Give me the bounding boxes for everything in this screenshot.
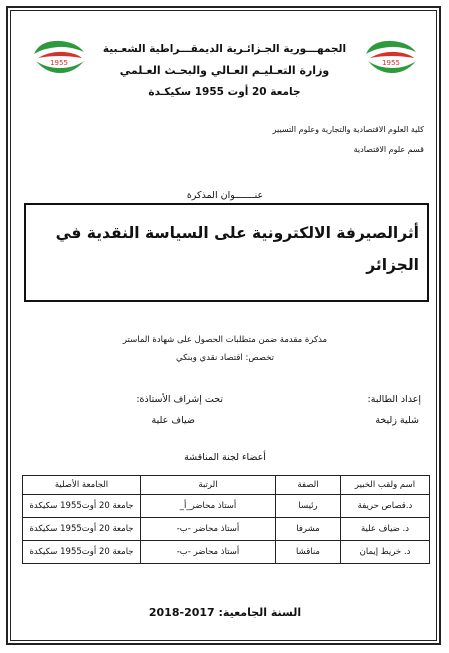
logo-left-year: 1955 xyxy=(50,59,68,67)
jury-header-name: اسم ولقب الخبير xyxy=(341,476,430,495)
university-header: جامعة 20 أوت 1955 سكيكـدة xyxy=(148,86,301,98)
jury-member-university: جامعة 20 أوت1955 سكيكدة xyxy=(23,541,141,564)
university-logo-right xyxy=(362,38,420,80)
jury-member-role: مناقشا xyxy=(276,541,341,564)
table-row xyxy=(23,518,430,541)
student-label: إعداد الطالبة: xyxy=(367,394,421,405)
jury-table xyxy=(22,475,430,564)
jury-member-name: د.قصاص حريفة xyxy=(341,495,430,518)
faculty-name: كلية العلوم الاقتصادية والتجارية وعلوم التسيير xyxy=(272,125,424,134)
logo-right-year: 1955 xyxy=(382,59,400,67)
thesis-submission-note: مذكرة مقدمة ضمن متطلبات الحصول على شهادة الماستر xyxy=(122,335,328,345)
jury-member-role: رئيسا xyxy=(276,495,341,518)
jury-member-name: د. ضياف علية xyxy=(341,518,430,541)
jury-member-role: مشرفا xyxy=(276,518,341,541)
student-name: شلية زليخة xyxy=(375,415,419,426)
jury-member-rank: أستاذ محاضر_أ_ xyxy=(141,495,276,518)
jury-header-role: الصفة xyxy=(276,476,341,495)
table-row xyxy=(23,495,430,518)
jury-header-rank: الرتبة xyxy=(141,476,276,495)
academic-year: السنة الجامعية: 2017-2018 xyxy=(148,606,302,619)
republic-header: الجمهـــورية الجـزائـرية الديمقـــراطية الشعـبية xyxy=(102,43,347,55)
department-name: قسم علوم الاقتصادية xyxy=(353,145,424,154)
ministry-header: وزارة التعـليـم العـالي والبحـث العـلمي xyxy=(119,64,330,77)
jury-member-name: د. خريط إيمان xyxy=(341,541,430,564)
jury-header-university: الجامعة الأصلية xyxy=(23,476,141,495)
thesis-title: أثرالصيرفة الالكترونية على السياسة النقدية في الجزائر xyxy=(55,224,419,274)
supervisor-label: تحت إشراف الأستاذة: xyxy=(136,394,223,405)
supervisor-name: ضياف علية xyxy=(151,415,195,426)
jury-member-university: جامعة 20 أوت1955 سكيكدة xyxy=(23,495,141,518)
university-logo-left xyxy=(30,38,88,80)
jury-member-rank: أستاذ محاضر -ب- xyxy=(141,541,276,564)
jury-member-rank: أستاذ محاضر -ب- xyxy=(141,518,276,541)
jury-title: أعضاء لجنة المناقشة xyxy=(184,452,266,463)
table-row xyxy=(23,541,430,564)
jury-table-header-row xyxy=(23,476,430,495)
thesis-specialty: تخصص: اقتصاد نقدي وبنكي xyxy=(176,353,274,363)
jury-member-university: جامعة 20 أوت1955 سكيكدة xyxy=(23,518,141,541)
thesis-title-label: عنـــــــوان المذكرة xyxy=(186,190,264,201)
